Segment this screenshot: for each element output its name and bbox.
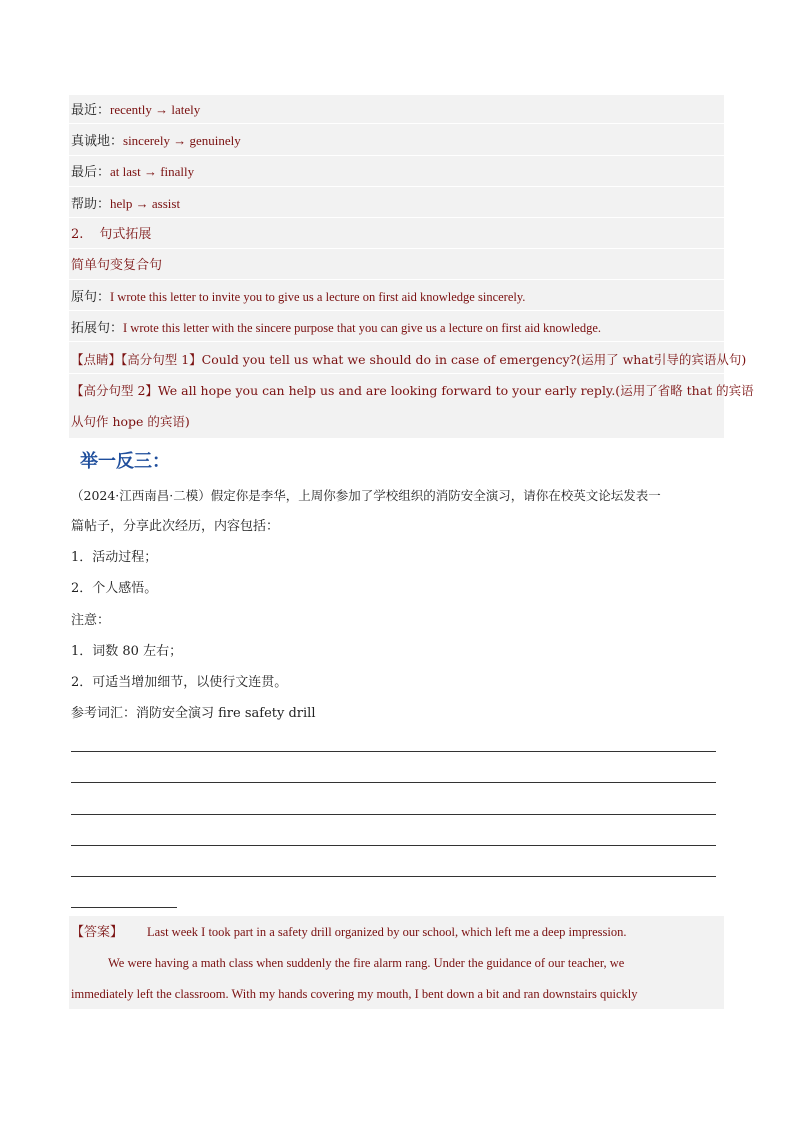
answer-line	[71, 923, 627, 942]
original-label: 原句：	[71, 290, 111, 305]
vocab-cn: 最后：	[71, 165, 111, 180]
vocab-cn: 帮助：	[71, 197, 111, 212]
section-2-heading	[71, 226, 151, 244]
answer-line: immediately left the classroom. With my hands covering my mouth, I bent down a bit and ran downstairs quickly	[71, 987, 638, 1001]
reference-vocab: 参考词汇：消防安全演习 fire safety drill	[71, 706, 316, 721]
answer-label: 【答案】	[71, 925, 124, 940]
sub-title: 简单句变复合句	[71, 258, 163, 273]
vocab-cn: 最近：	[71, 103, 111, 118]
task-item: 1．活动过程；	[71, 550, 158, 565]
tip-sentence-1: 【点睛】【高分句型 1】Could you tell us what we should do in case of emergency?(运用了 what引导的宾语从句)	[71, 352, 747, 367]
vocab-cn: 真诚地：	[71, 134, 124, 149]
practice-heading: 举一反三：	[80, 451, 170, 472]
note-title: 注意：	[71, 613, 111, 628]
vocab-item	[71, 195, 180, 214]
answer-line: We were having a math class when suddenly the fire alarm rang. Under the guidance of our teacher, we	[108, 956, 625, 970]
vocab-en: help → assist	[110, 196, 181, 211]
task-line: （2024·江西南昌·二模）假定你是李华，上周你参加了学校组织的消防安全演习，请你在校英文论坛发表一	[71, 488, 661, 503]
writing-line[interactable]	[71, 751, 716, 752]
section-title: 句式拓展	[99, 227, 152, 242]
writing-line[interactable]	[71, 845, 716, 846]
row-divider	[69, 248, 724, 277]
expanded-text: I wrote this letter with the sincere purpose that you can give us a lecture on first aid knowledge.	[123, 321, 601, 335]
vocab-en: at last → finally	[110, 164, 195, 179]
vocab-en: recently → lately	[110, 102, 201, 117]
tip-sentence-2: 【高分句型 2】We all hope you can help us and are looking forward to your early reply.(运用了省略 that 的宾语	[71, 383, 754, 398]
tip-sentence-2-cont: 从句作 hope 的宾语)	[71, 414, 190, 429]
section-number: 2.	[71, 227, 84, 242]
original-sentence	[71, 288, 525, 307]
expanded-sentence	[71, 319, 601, 338]
note-item: 1．词数 80 左右；	[71, 644, 183, 659]
row-divider	[69, 217, 724, 246]
writing-line-short[interactable]	[71, 907, 177, 908]
vocab-item	[71, 101, 200, 120]
original-text: I wrote this letter to invite you to give us a lecture on first aid knowledge sincerely.	[110, 290, 526, 304]
writing-line[interactable]	[71, 876, 716, 877]
vocab-item	[71, 163, 194, 182]
vocab-en: sincerely → genuinely	[123, 133, 241, 148]
expanded-label: 拓展句：	[71, 321, 124, 336]
answer-text: Last week I took part in a safety drill organized by our school, which left me a deep impression.	[147, 925, 627, 939]
task-line: 篇帖子，分享此次经历，内容包括：	[71, 519, 280, 534]
writing-line[interactable]	[71, 782, 716, 783]
task-item: 2．个人感悟。	[71, 581, 158, 596]
note-item: 2．可适当增加细节，以使行文连贯。	[71, 675, 288, 690]
writing-line[interactable]	[71, 814, 716, 815]
vocab-item	[71, 132, 241, 151]
